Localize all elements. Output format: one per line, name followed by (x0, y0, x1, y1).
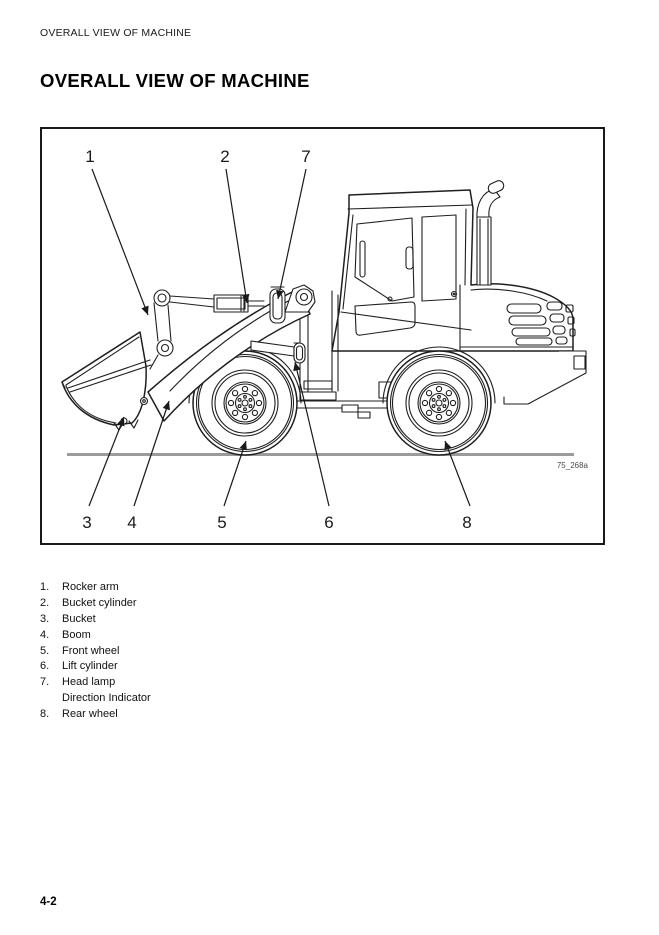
callout-number-5: 5 (217, 513, 227, 532)
legend-item (40, 659, 151, 675)
legend-item-number: 1. (40, 581, 50, 593)
legend-item-label: Boom (62, 628, 91, 641)
rear-bumper (504, 351, 586, 404)
figure-caption: 75_268a (556, 461, 588, 470)
callout-number-3: 3 (82, 513, 92, 532)
legend-item-number: 2. (40, 596, 50, 609)
legend-item (40, 612, 151, 628)
legend-item-label: Rear wheel (62, 708, 118, 721)
legend-item (40, 580, 151, 596)
legend-item (40, 628, 151, 644)
figure-panel (40, 127, 605, 545)
bucket (62, 332, 151, 430)
legend-item (40, 707, 151, 723)
legend-item (40, 596, 151, 612)
page-title: OVERALL VIEW OF MACHINE (40, 70, 310, 91)
callout-number-6: 6 (324, 513, 334, 532)
legend-item (40, 675, 151, 691)
callout-number-8: 8 (462, 513, 472, 532)
machine-body (332, 190, 575, 351)
lift-cylinder (294, 343, 305, 363)
bucket-cylinder (214, 295, 264, 312)
exhaust-stack (477, 179, 505, 285)
legend-item-number: 7. (40, 676, 50, 689)
legend-item-number: 4. (40, 628, 50, 641)
legend-item (40, 644, 151, 660)
callout-number-2: 2 (220, 147, 230, 166)
legend-item-label: Front wheel (62, 644, 120, 657)
legend-item (40, 691, 151, 707)
head-lamp (270, 287, 285, 323)
legend-item-number: 5. (40, 644, 50, 657)
boom-pivot-bracket (285, 285, 315, 312)
legend-list (40, 580, 151, 723)
legend-item-label: Lift cylinder (62, 660, 118, 673)
callout-number-1: 1 (85, 147, 95, 166)
legend-item-label: Bucket cylinder (62, 596, 137, 609)
legend-item-label: Bucket (62, 612, 96, 625)
legend-item-label: Rocker arm (62, 581, 119, 593)
wheel-loader-illustration (42, 129, 603, 543)
running-header: OVERALL VIEW OF MACHINE (40, 27, 192, 39)
legend-item-number: 3. (40, 612, 50, 625)
legend-item-label: Direction Indicator (62, 692, 151, 705)
legend-item-label: Head lamp (62, 676, 116, 689)
legend-item-number: 6. (40, 660, 50, 673)
legend-item-number: 8. (40, 708, 50, 721)
callout-number-4: 4 (127, 513, 137, 532)
callout-number-7: 7 (301, 147, 311, 166)
page-number: 4-2 (40, 896, 57, 908)
